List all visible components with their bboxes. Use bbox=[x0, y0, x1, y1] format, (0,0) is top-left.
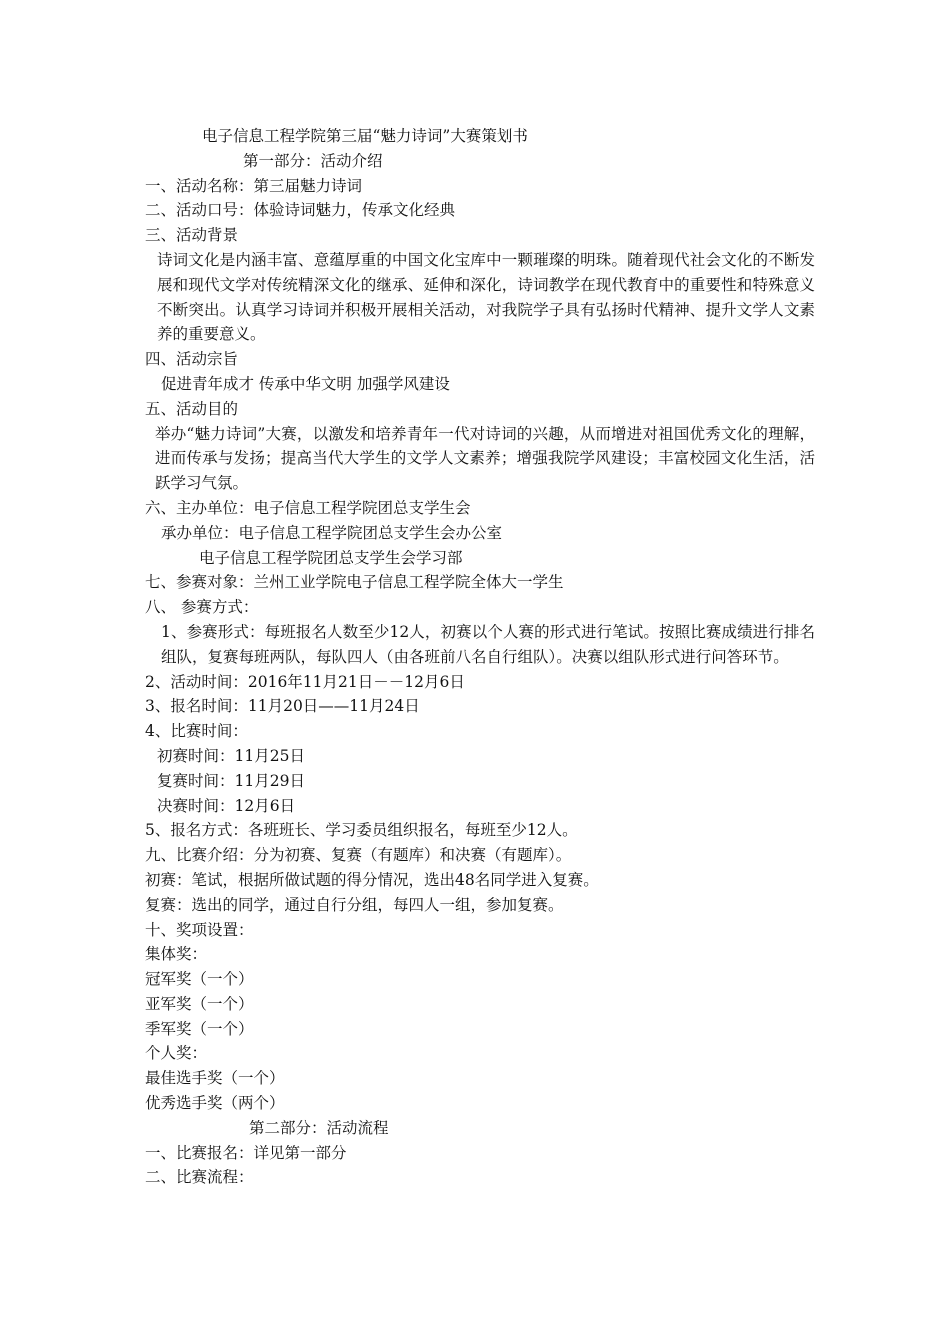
group-award: 集体奖： bbox=[145, 945, 208, 964]
organizer-heading: 六、主办单位：电子信息工程学院团总支学生会 bbox=[145, 498, 471, 517]
second-prize: 亚军奖（一个） bbox=[145, 994, 254, 1013]
first-prize: 冠军奖（一个） bbox=[145, 970, 254, 989]
signup-method: 5、报名方式：各班班长、学习委员组织报名，每班至少12人。 bbox=[145, 821, 578, 840]
excellent-player-award: 优秀选手奖（两个） bbox=[145, 1094, 285, 1113]
best-player-award: 最佳选手奖（一个） bbox=[145, 1069, 285, 1088]
competition-intro: 九、比赛介绍：分为初赛、复赛（有题库）和决赛（有题库）。 bbox=[145, 846, 572, 865]
participants: 七、参赛对象：兰州工业学院电子信息工程学院全体大一学生 bbox=[145, 573, 564, 592]
third-prize: 季军奖（一个） bbox=[145, 1019, 254, 1038]
final-time: 决赛时间：12月6日 bbox=[157, 796, 296, 815]
registration-step: 一、比赛报名：详见第一部分 bbox=[145, 1143, 347, 1162]
participation-format: 1、参赛形式：每班报名人数至少12人，初赛以个人赛的形式进行笔试。按照比赛成绩进行排名组队，复赛每班两队，每队四人（由各班前八名自行组队）。决赛以组队形式进行问答环节。 bbox=[161, 622, 815, 666]
purpose-heading: 四、活动宗旨 bbox=[145, 350, 239, 369]
part1-heading: 第一部分：活动介绍 bbox=[243, 151, 383, 170]
semifinal-intro: 复赛：选出的同学，通过自行分组，每四人一组，参加复赛。 bbox=[145, 895, 564, 914]
preliminary-intro: 初赛：笔试，根据所做试题的得分情况，选出48名同学进入复赛。 bbox=[145, 870, 599, 889]
awards-heading: 十、奖项设置： bbox=[145, 920, 254, 939]
activity-slogan: 二、活动口号：体验诗词魅力，传承文化经典 bbox=[145, 201, 456, 220]
semifinal-time: 复赛时间：11月29日 bbox=[157, 771, 305, 790]
part2-heading: 第二部分：活动流程 bbox=[249, 1118, 389, 1137]
purpose-text: 促进青年成才 传承中华文明 加强学风建设 bbox=[161, 374, 450, 393]
competition-process: 二、比赛流程： bbox=[145, 1168, 254, 1187]
co-organizer-1: 承办单位：电子信息工程学院团总支学生会办公室 bbox=[161, 523, 503, 542]
activity-name: 一、活动名称：第三届魅力诗词 bbox=[145, 176, 363, 195]
preliminary-time: 初赛时间：11月25日 bbox=[157, 746, 305, 765]
goal-paragraph: 举办“魅力诗词”大赛，以激发和培养青年一代对诗词的兴趣，从而增进对祖国优秀文化的理解，进而传承与发扬；提高当代大学生的文学人文素养；增强我院学风建设；丰富校园文化生活，活跃学习气氛。 bbox=[155, 424, 815, 493]
document-body bbox=[145, 124, 815, 1190]
co-organizer-2: 电子信息工程学院团总支学生会学习部 bbox=[199, 548, 463, 567]
participation-heading: 八、 参赛方式： bbox=[145, 598, 259, 617]
document-title: 电子信息工程学院第三届“魅力诗词”大赛策划书 bbox=[202, 127, 528, 145]
match-time-heading: 4、比赛时间： bbox=[145, 722, 248, 741]
activity-time: 2、活动时间：2016年11月21日－－12月6日 bbox=[145, 672, 465, 691]
goal-heading: 五、活动目的 bbox=[145, 399, 239, 418]
background-paragraph: 诗词文化是内涵丰富、意蕴厚重的中国文化宝库中一颗璀璨的明珠。随着现代社会文化的不断发展和现代文学对传统精深文化的继承、延伸和深化，诗词教学在现代教育中的重要性和特殊意义不断突出。认真学习诗词并积极开展相关活动，对我院学子具有弘扬时代精神、提升文学人文素养的重要意义。 bbox=[157, 250, 815, 344]
background-heading: 三、活动背景 bbox=[145, 226, 239, 245]
signup-time: 3、报名时间：11月20日——11月24日 bbox=[145, 697, 420, 716]
individual-award: 个人奖： bbox=[145, 1044, 208, 1063]
